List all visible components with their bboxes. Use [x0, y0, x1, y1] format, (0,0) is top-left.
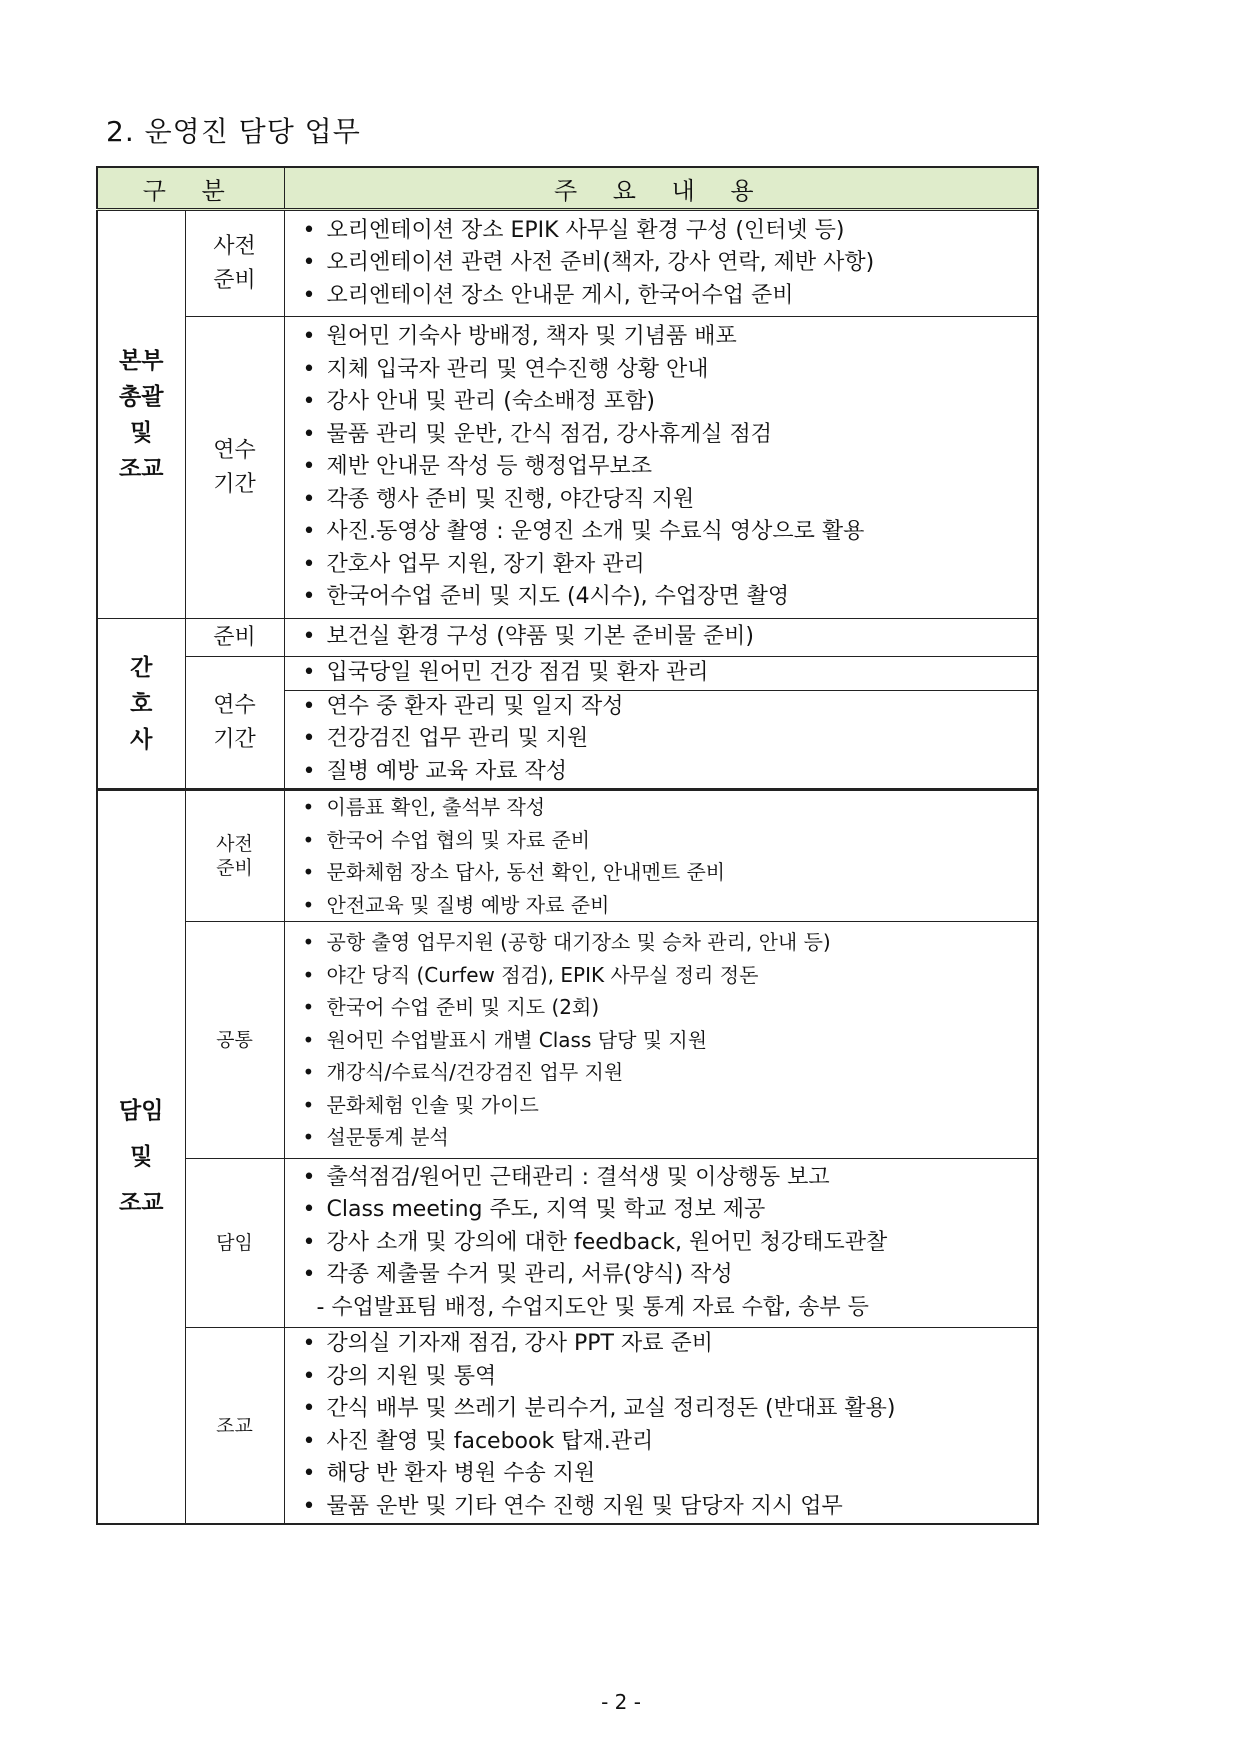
duty-content: [284, 657, 1038, 790]
subcategory-label: [185, 1159, 284, 1328]
duty-item: • 설문통계 분석: [303, 1121, 1038, 1154]
duty-item: • 출석점검/원어민 근태관리 : 결석생 및 이상행동 보고: [303, 1162, 1038, 1195]
duty-item: • 개강식/수료식/건강검진 업무 지원: [303, 1056, 1038, 1089]
duty-item: • 보건실 환경 구성 (약품 및 기본 준비물 준비): [303, 621, 1038, 654]
duty-item: • 오리엔테이션 장소 EPIK 사무실 환경 구성 (인터넷 등): [303, 215, 1038, 248]
duty-item: • 강사 안내 및 관리 (숙소배정 포함): [303, 386, 1038, 419]
duty-item: • 한국어 수업 준비 및 지도 (2회): [303, 991, 1038, 1024]
duty-item: • 공항 출영 업무지원 (공항 대기장소 및 승차 관리, 안내 등): [303, 926, 1038, 959]
duty-item: • 입국당일 원어민 건강 점검 및 환자 관리: [285, 657, 1038, 691]
subcategory-label-line: 담임: [216, 1232, 253, 1254]
group-label-line: 및: [130, 1144, 153, 1170]
duty-item: • 강의 지원 및 통역: [303, 1361, 1038, 1394]
group-label-line: 호: [130, 690, 153, 717]
duty-item: • 제반 안내문 작성 등 행정업무보조: [303, 451, 1038, 484]
duty-item: • 건강검진 업무 관리 및 지원: [303, 723, 1038, 756]
duty-content: [284, 1159, 1038, 1328]
duty-item: • 강의실 기자재 점검, 강사 PPT 자료 준비: [303, 1328, 1038, 1361]
subcategory-label-line: 기간: [213, 471, 256, 497]
duty-item: • 원어민 기숙사 방배정, 책자 및 기념품 배포: [303, 321, 1038, 354]
header-content: 주 요 내 용: [284, 167, 1038, 210]
duty-item: • 강사 소개 및 강의에 대한 feedback, 원어민 청강태도관찰: [303, 1227, 1038, 1260]
duty-item: • 지체 입국자 관리 및 연수진행 상황 안내: [303, 354, 1038, 387]
subcategory-label-line: 조교: [216, 1414, 253, 1437]
duty-item: • 각종 행사 준비 및 진행, 야간당직 지원: [303, 484, 1038, 517]
duty-content: [284, 1328, 1038, 1525]
duty-table: [96, 166, 1039, 1525]
group-label-line: 및: [130, 419, 153, 446]
duty-content: [284, 922, 1038, 1159]
duty-item: • 연수 중 환자 관리 및 일지 작성: [303, 691, 1038, 724]
duty-item: • 물품 관리 및 운반, 간식 점검, 강사휴게실 점검: [303, 419, 1038, 452]
duty-item: • 이름표 확인, 출석부 작성: [303, 791, 1038, 824]
table-row: [97, 210, 1038, 317]
duty-item: • 원어민 수업발표시 개별 Class 담당 및 지원: [303, 1024, 1038, 1057]
subcategory-label-line: 공통: [216, 1029, 253, 1051]
group-label-line: 총괄: [119, 383, 164, 410]
group-label-line: 담임: [119, 1098, 164, 1124]
subcategory-label: [185, 619, 284, 657]
group-label-line: 조교: [119, 455, 164, 482]
table-row: [97, 1159, 1038, 1328]
duty-item: • 야간 당직 (Curfew 점검), EPIK 사무실 정리 정돈: [303, 959, 1038, 992]
subcategory-label-line: 준비: [213, 624, 256, 650]
group-label-line: 사: [130, 726, 153, 753]
table-row: [97, 317, 1038, 619]
subcategory-label-line: 준비: [216, 857, 253, 879]
subcategory-label: [185, 1328, 284, 1525]
duty-item: • 각종 제출물 수거 및 관리, 서류(양식) 작성: [303, 1259, 1038, 1292]
subcategory-label: [185, 657, 284, 790]
duty-content: [284, 619, 1038, 657]
subcategory-label: [185, 922, 284, 1159]
section-title: 2. 운영진 담당 업무: [106, 115, 361, 148]
duty-item: • 간식 배부 및 쓰레기 분리수거, 교실 정리정돈 (반대표 활용): [303, 1393, 1038, 1426]
duty-item: • 한국어 수업 협의 및 자료 준비: [303, 824, 1038, 857]
duty-item: • 사진 촬영 및 facebook 탑재.관리: [303, 1426, 1038, 1459]
group-label-line: 조교: [119, 1190, 164, 1216]
group-label: [97, 790, 185, 1525]
duty-item: • 물품 운반 및 기타 연수 진행 지원 및 담당자 지시 업무: [303, 1491, 1038, 1524]
group-label-line: 본부: [119, 347, 164, 374]
duty-item: • 안전교육 및 질병 예방 자료 준비: [303, 889, 1038, 922]
duty-item: • 문화체험 인솔 및 가이드: [303, 1089, 1038, 1122]
duty-item: • 오리엔테이션 장소 안내문 게시, 한국어수업 준비: [303, 280, 1038, 313]
table-header: [97, 167, 1038, 210]
group-label-line: 간: [130, 654, 153, 681]
duty-item: • 오리엔테이션 관련 사전 준비(책자, 강사 연락, 제반 사항): [303, 247, 1038, 280]
subcategory-label: [185, 317, 284, 619]
duty-item: • Class meeting 주도, 지역 및 학교 정보 제공: [303, 1194, 1038, 1227]
duty-item: • 한국어수업 준비 및 지도 (4시수), 수업장면 촬영: [303, 581, 1038, 614]
duty-content: [284, 790, 1038, 922]
subcategory-label-line: 연수: [213, 692, 256, 718]
duty-item: • 해당 반 환자 병원 수송 지원: [303, 1458, 1038, 1491]
duty-content: [284, 210, 1038, 317]
duty-item: • 간호사 업무 지원, 장기 환자 관리: [303, 549, 1038, 582]
subcategory-label-line: 사전: [216, 833, 253, 855]
table-row: [97, 922, 1038, 1159]
header-category: 구 분: [97, 167, 284, 210]
group-label: [97, 210, 185, 619]
subcategory-label-line: 준비: [213, 267, 256, 293]
subcategory-label: [185, 210, 284, 317]
table-row: [97, 1328, 1038, 1525]
page-number: - 2 -: [601, 1690, 641, 1714]
table-row: [97, 619, 1038, 657]
subcategory-label-line: 기간: [213, 726, 256, 752]
duty-item: • 문화체험 장소 답사, 동선 확인, 안내멘트 준비: [303, 856, 1038, 889]
duty-content: [284, 317, 1038, 619]
group-label: [97, 619, 185, 790]
duty-item: • 질병 예방 교육 자료 작성: [303, 756, 1038, 789]
duty-item: • 사진.동영상 촬영 : 운영진 소개 및 수료식 영상으로 활용: [303, 516, 1038, 549]
table-row: [97, 657, 1038, 790]
subcategory-label-line: 사전: [213, 233, 256, 259]
duty-subitem: - 수업발표팀 배정, 수업지도안 및 통계 자료 수합, 송부 등: [316, 1294, 869, 1320]
subcategory-label: [185, 790, 284, 922]
subcategory-label-line: 연수: [213, 437, 256, 463]
table-row: [97, 790, 1038, 922]
